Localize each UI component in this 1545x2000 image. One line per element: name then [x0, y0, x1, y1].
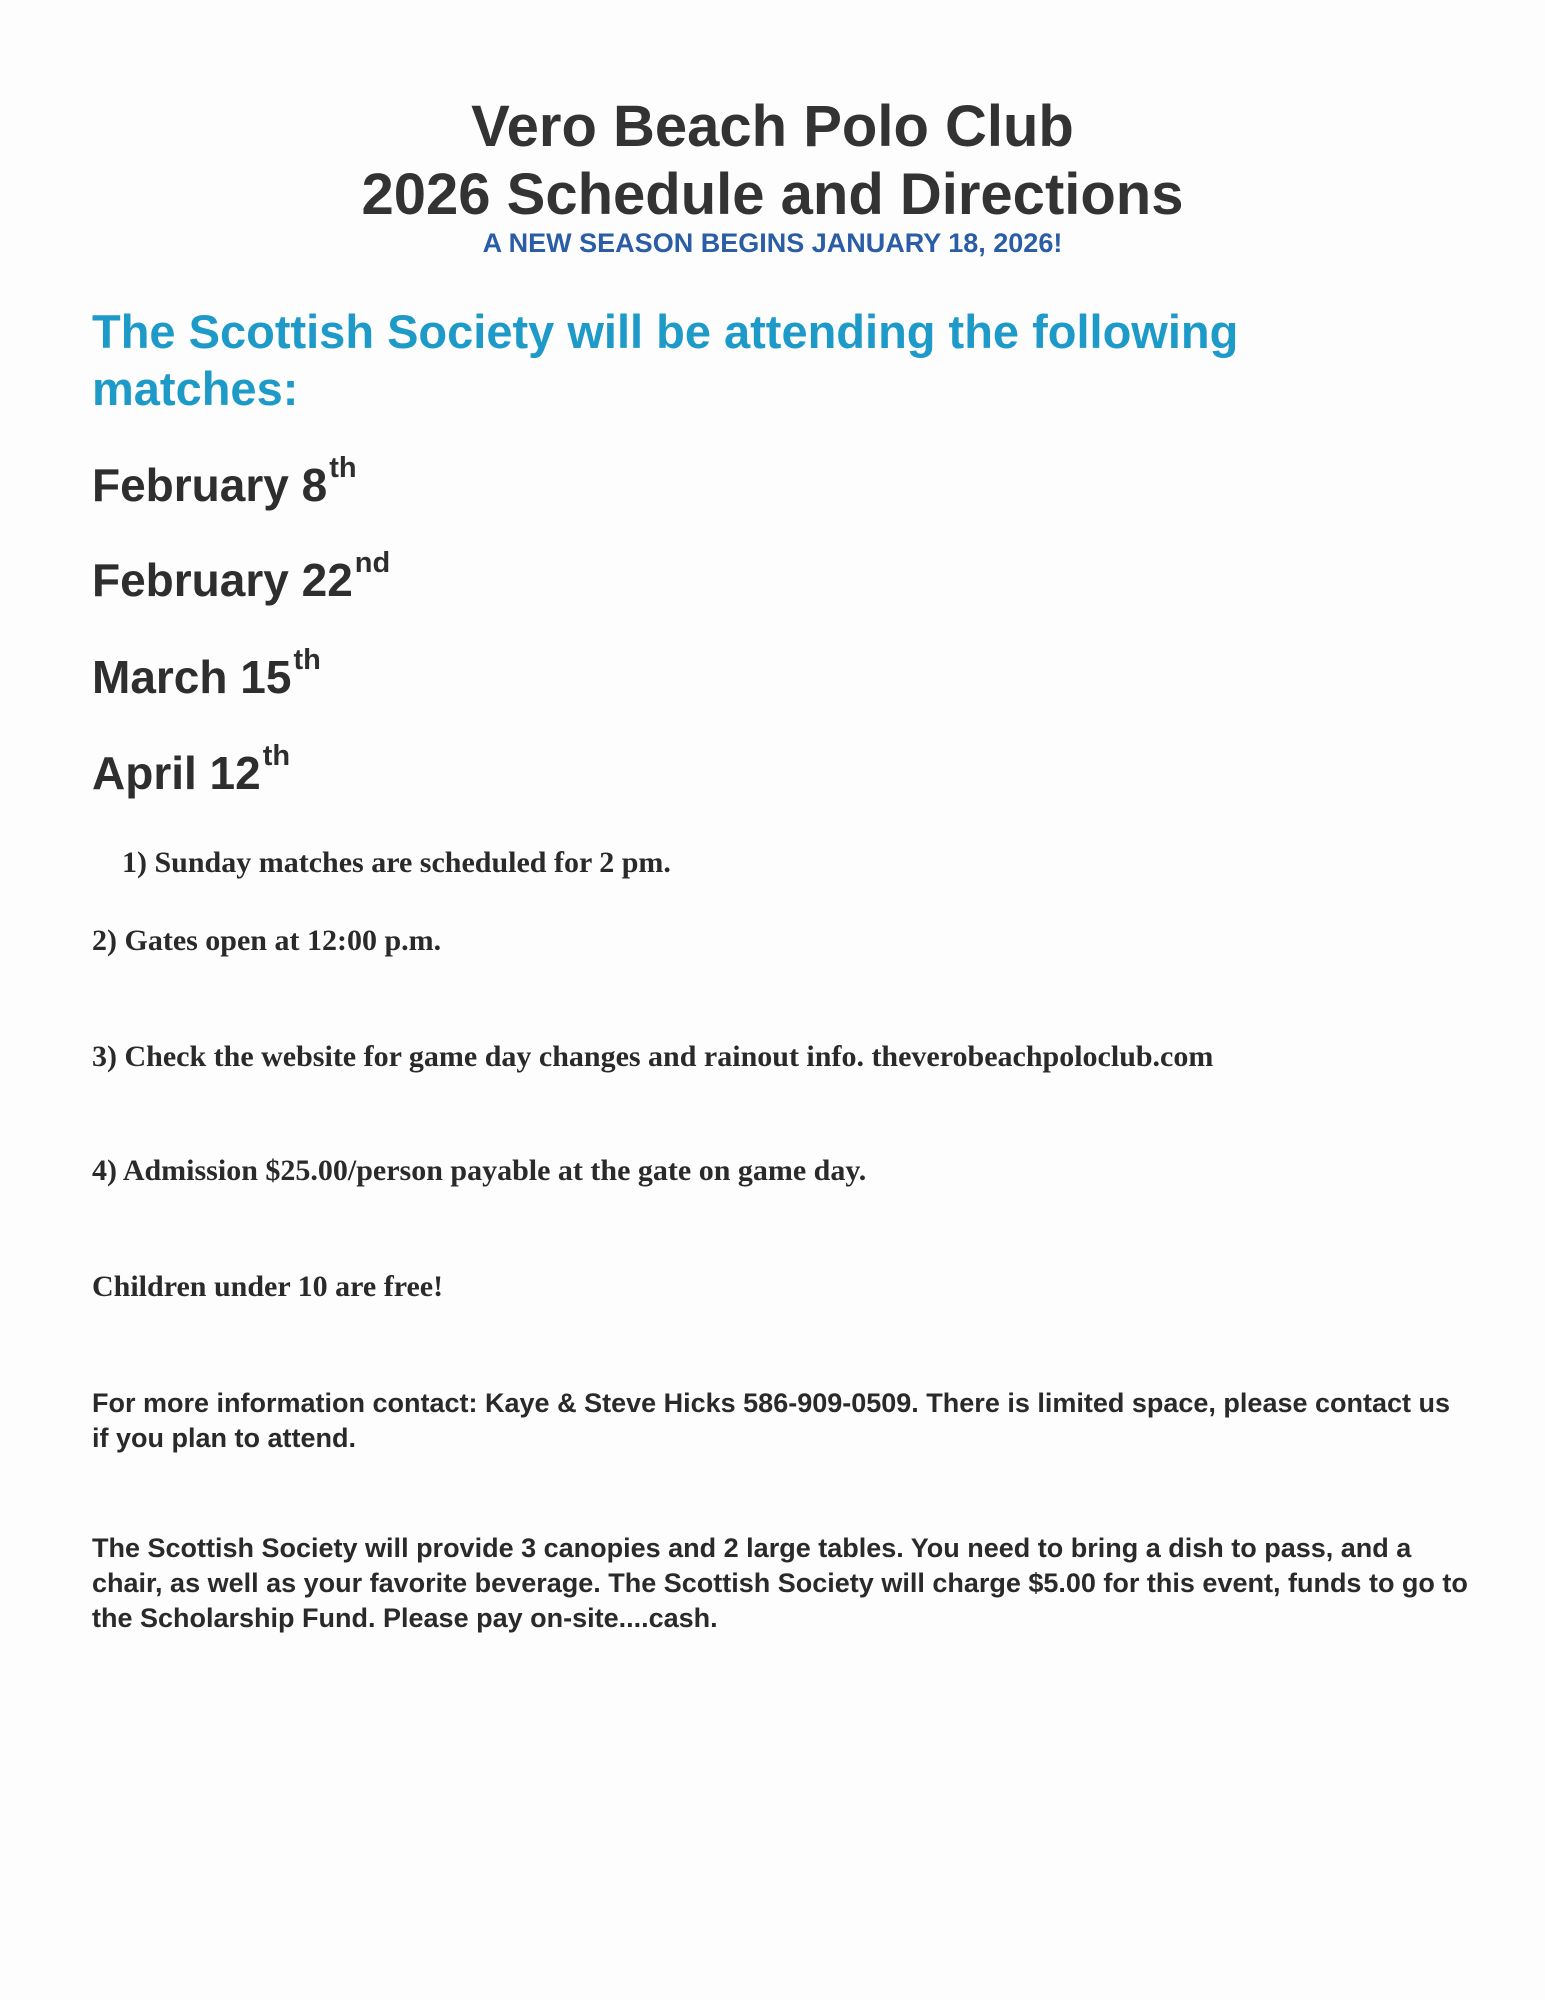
match-date-text: February 8 — [92, 459, 328, 511]
attending-heading: The Scottish Society will be attending the following matches: — [92, 305, 1239, 415]
provision-paragraph: The Scottish Society will provide 3 canopies and 2 large tables. You need to bring a dish to pass, and a chair, as well as your favorite beverage. The Scottish Society will charge $5.00 for this event, funds to go to the Scholarship Fund. Please pay on-site....cash. — [92, 1533, 1468, 1633]
match-date — [92, 644, 321, 703]
contact-paragraph: For more information contact: Kaye & Steve Hicks 586-909-0509. There is limited space, please contact us if you plan to attend. — [92, 1388, 1451, 1453]
match-date-suffix: th — [293, 644, 321, 676]
match-date-text: April 12 — [92, 747, 261, 799]
note-gates-open: 2) Gates open at 12:00 p.m. — [92, 924, 442, 957]
title-line-1: Vero Beach Polo Club — [471, 94, 1074, 159]
match-date-suffix: th — [329, 452, 357, 484]
match-date-suffix: nd — [354, 547, 391, 579]
note-sunday-matches: 1) Sunday matches are scheduled for 2 pm. — [122, 846, 671, 879]
season-subtitle: A NEW SEASON BEGINS JANUARY 18, 2026! — [482, 228, 1063, 258]
match-date-text: February 22 — [92, 554, 353, 606]
note-admission: 4) Admission $25.00/person payable at the gate on game day. — [92, 1154, 867, 1187]
match-date-text: March 15 — [92, 651, 292, 703]
match-date — [92, 740, 291, 799]
note-website: 3) Check the website for game day changes and rainout info. theverobeachpoloclub.com — [92, 1040, 1214, 1073]
match-date — [92, 547, 391, 606]
match-date — [92, 452, 357, 511]
note-children-free: Children under 10 are free! — [92, 1270, 444, 1303]
match-date-suffix: th — [262, 740, 291, 772]
title-line-2: 2026 Schedule and Directions — [361, 162, 1184, 227]
